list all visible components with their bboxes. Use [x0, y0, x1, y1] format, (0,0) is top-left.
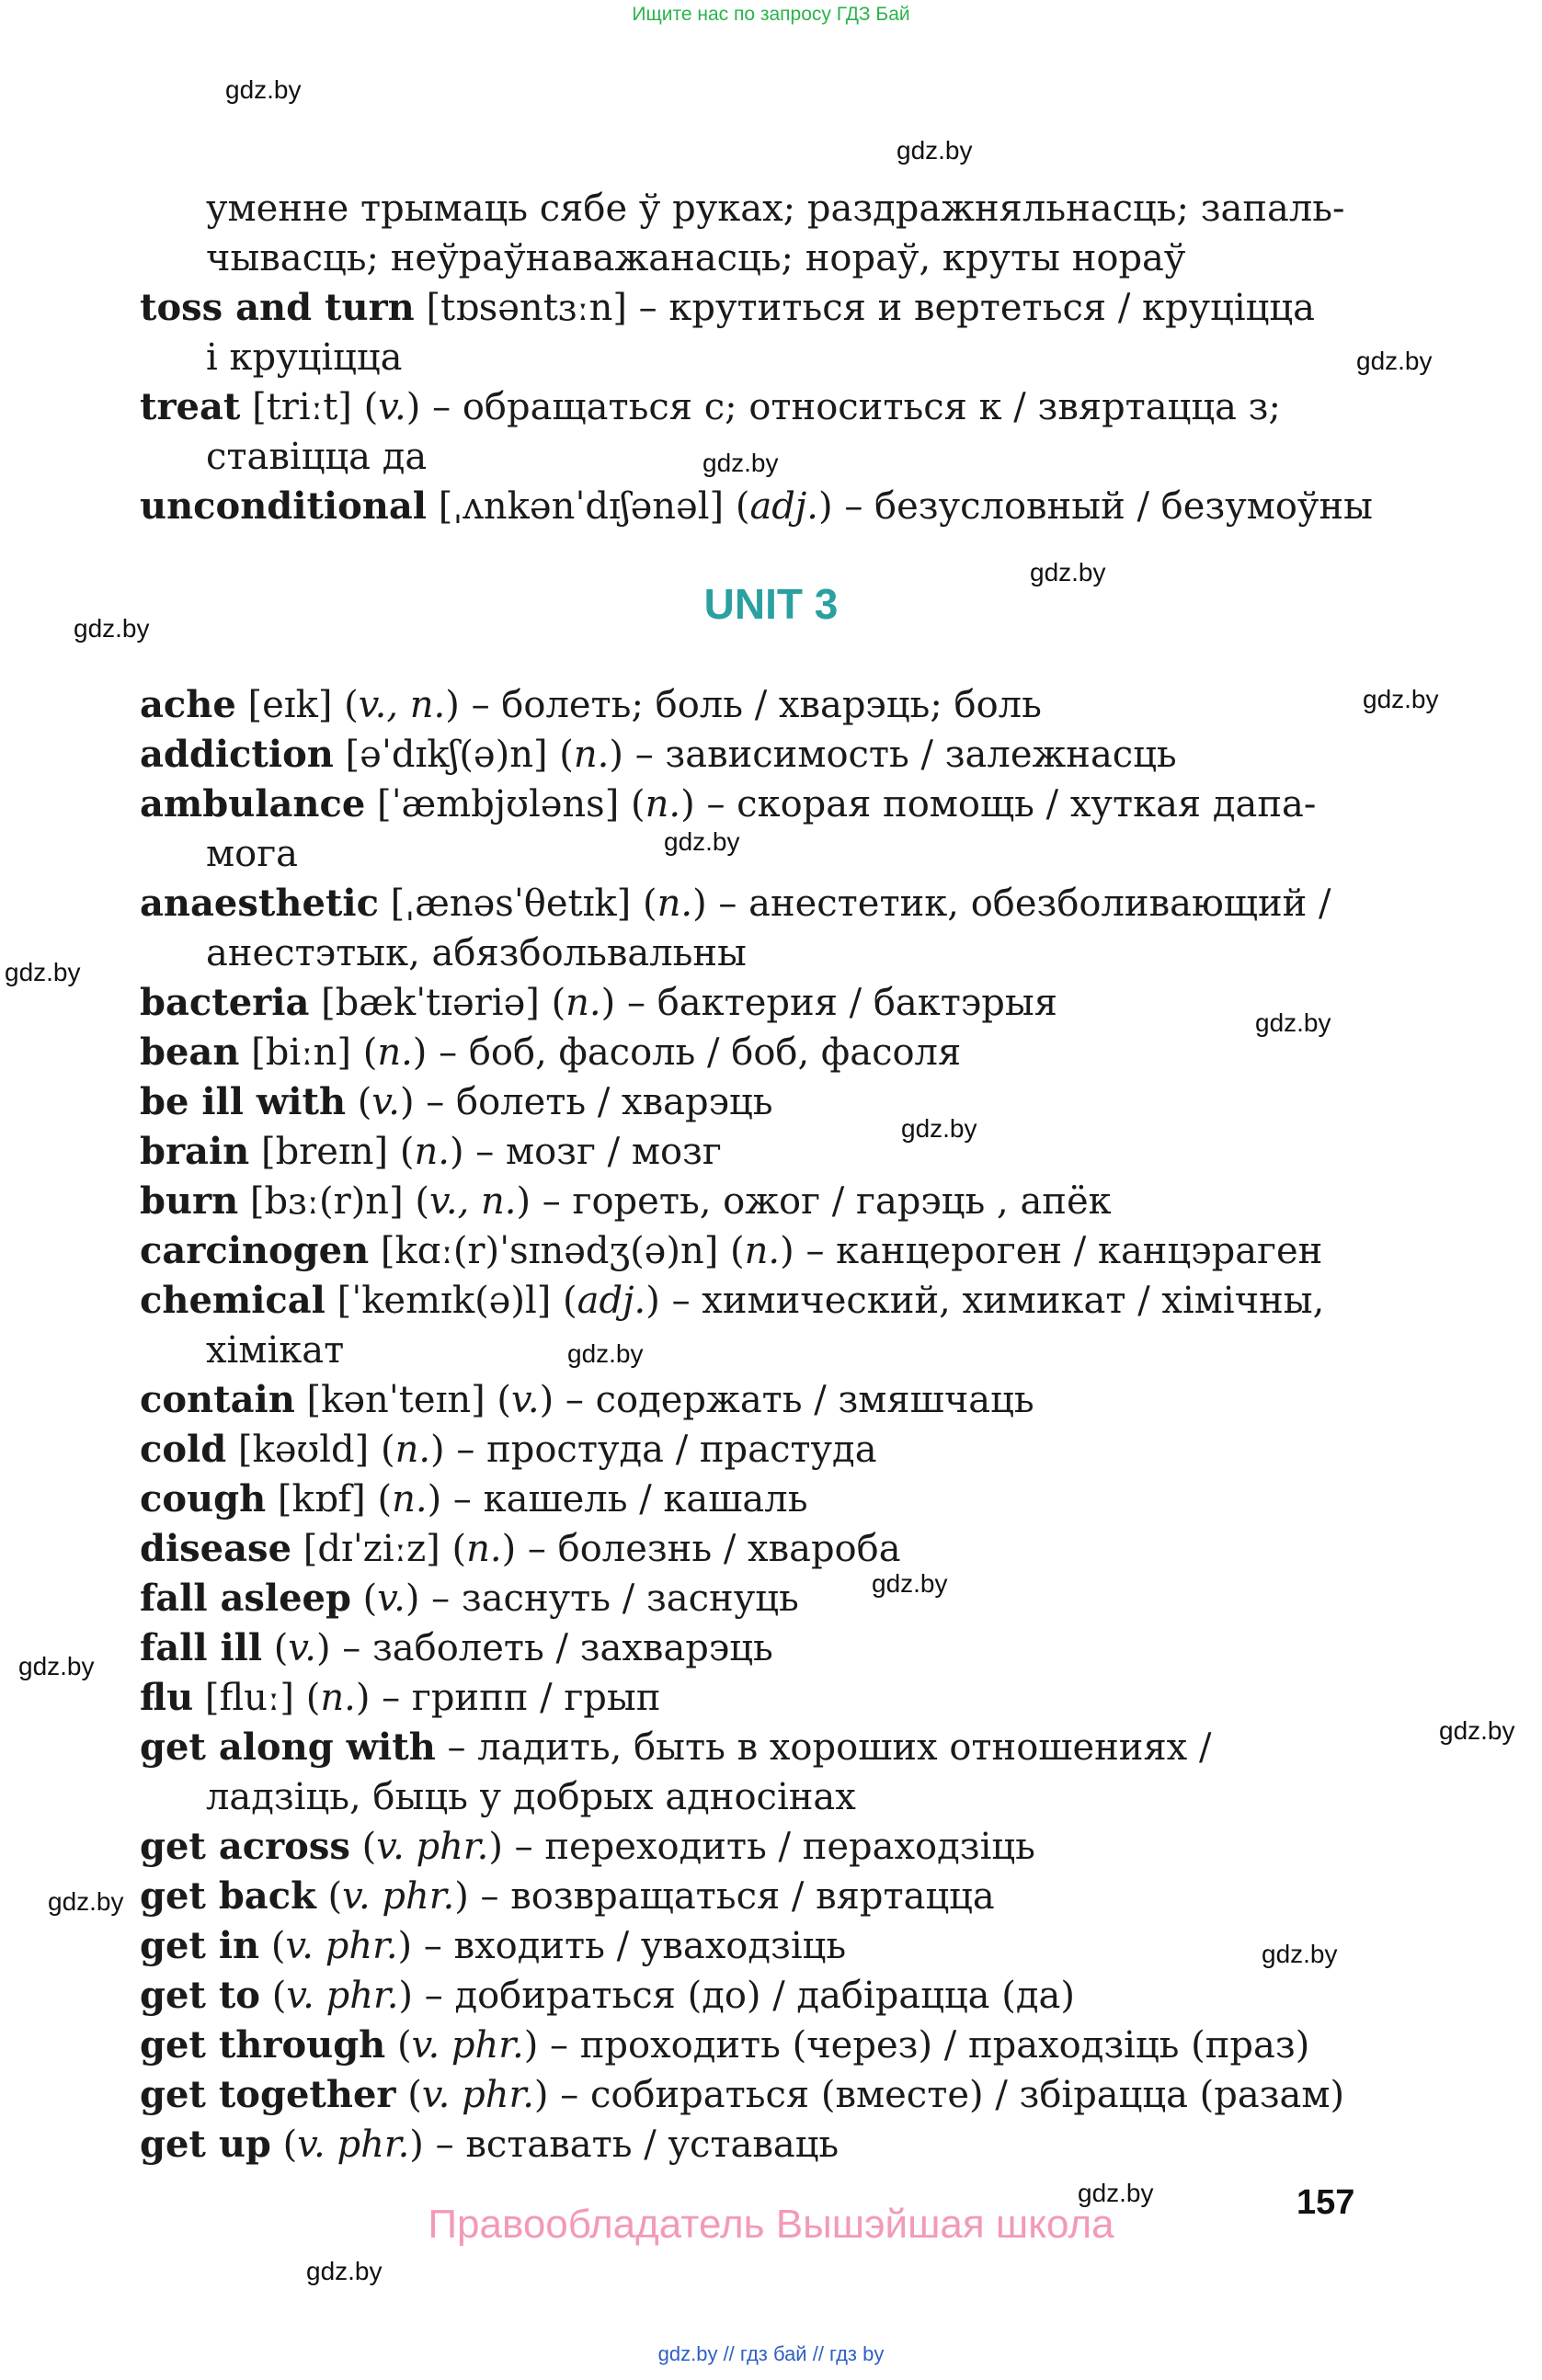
headword: ache: [140, 683, 236, 726]
transcription: (: [395, 2074, 422, 2116]
vocabulary-entry: [140, 1872, 995, 1921]
headword: get together: [140, 2073, 396, 2116]
translation: ладзіць, быць у добрых адносінах: [206, 1776, 856, 1818]
transcription: [ˈæmbjʊləns] (: [365, 783, 645, 826]
watermark: gdz.by: [901, 1114, 977, 1143]
transcription: [kənˈteɪn] (: [294, 1379, 512, 1421]
transcription: [kɒf] (: [266, 1478, 393, 1520]
entry-continuation: [206, 233, 1185, 283]
part-of-speech: n.: [645, 783, 681, 826]
translation: ) – проходить (через) / праходзіць (праз): [523, 2024, 1310, 2067]
translation: ) – грипп / грып: [355, 1677, 661, 1719]
headword: carcinogen: [140, 1229, 370, 1272]
watermark: gdz.by: [664, 827, 740, 856]
headword: get back: [140, 1874, 316, 1918]
headword: disease: [140, 1527, 292, 1570]
translation: – ладить, быть в хороших отношениях /: [435, 1726, 1212, 1769]
headword: brain: [140, 1130, 250, 1173]
watermark: gdz.by: [872, 1569, 948, 1598]
vocabulary-entry: [140, 1127, 722, 1177]
part-of-speech: n.: [320, 1677, 356, 1719]
headword: get in: [140, 1924, 260, 1967]
transcription: [tɒsəntɜːn]: [414, 287, 627, 329]
translation: ) – входить / уваходзіць: [397, 1925, 847, 1967]
headword: cough: [140, 1477, 267, 1520]
part-of-speech: n.: [565, 982, 601, 1024]
translation: і круціцца: [206, 336, 403, 379]
part-of-speech: v. phr.: [285, 1925, 398, 1967]
watermark: gdz.by: [1078, 2179, 1154, 2207]
part-of-speech: n.: [377, 1031, 413, 1074]
transcription: [ˌænəsˈθetɪk] (: [378, 883, 657, 925]
headword: anaesthetic: [140, 882, 379, 925]
translation: ) – анестетик, обезболивающий /: [692, 883, 1331, 925]
headword: cold: [140, 1428, 227, 1471]
watermark: gdz.by: [74, 614, 150, 643]
part-of-speech: n.: [414, 1131, 450, 1173]
transcription: (: [385, 2024, 412, 2067]
vocabulary-entry: [140, 1723, 1211, 1772]
part-of-speech: v.: [511, 1379, 540, 1421]
part-of-speech: n.: [744, 1230, 781, 1272]
watermark: gdz.by: [48, 1887, 124, 1916]
translation: ) – канцероген / канцэраген: [780, 1230, 1323, 1272]
part-of-speech: v. phr.: [376, 1826, 489, 1868]
translation: ) – заболеть / захварэць: [315, 1627, 773, 1669]
part-of-speech: v. phr.: [297, 2124, 410, 2166]
translation: – крутиться и вертеться / круціцца: [626, 287, 1315, 329]
transcription: [triːt] (: [240, 386, 379, 428]
part-of-speech: v.: [377, 1577, 405, 1620]
transcription: (: [315, 1875, 343, 1918]
translation: ) – болеть; боль / хварэць; боль: [445, 684, 1042, 726]
part-of-speech: v.: [378, 386, 406, 428]
translation: ) – гореть, ожог / гарэць , апёк: [516, 1180, 1112, 1223]
transcription: [kəʊld] (: [226, 1429, 395, 1471]
watermark: gdz.by: [225, 75, 302, 104]
translation: ) – переходить / пераходзіць: [488, 1826, 1035, 1868]
translation: ) – бактерия / бактэрыя: [600, 982, 1057, 1024]
vocabulary-entry: [140, 730, 1177, 780]
watermark: gdz.by: [1255, 1008, 1331, 1037]
transcription: [dɪˈziːz] (: [291, 1528, 467, 1570]
entry-continuation: [206, 333, 402, 382]
vocabulary-entry: [140, 1623, 773, 1673]
headword: bean: [140, 1031, 240, 1074]
translation: уменне трымаць сябе ў руках; раздражняльнасць; запаль-: [206, 188, 1345, 230]
headword: be ill with: [140, 1080, 347, 1123]
translation: ставіцца да: [206, 436, 428, 478]
headword: bacteria: [140, 981, 310, 1024]
translation: ) – химический, химикат / хімічны,: [645, 1280, 1325, 1322]
vocabulary-entry: [140, 1673, 660, 1723]
translation: ) – добираться (до) / дабірацца (да): [398, 1975, 1075, 2017]
transcription: [ˈkemɪk(ə)l] (: [325, 1280, 577, 1322]
vocabulary-entry: [140, 978, 1057, 1028]
headword: toss and turn: [140, 286, 415, 329]
translation: анестэтык, абязбольвальны: [206, 932, 747, 974]
headword: chemical: [140, 1279, 326, 1322]
headword: contain: [140, 1378, 295, 1421]
transcription: [eɪk] (: [235, 684, 359, 726]
part-of-speech: adj.: [749, 485, 819, 528]
headword: burn: [140, 1179, 239, 1223]
translation: чывасць; неўраўнаважанасць; нораў, круты нораў: [206, 237, 1186, 279]
transcription: [fluː] (: [193, 1677, 321, 1719]
page-number: 157: [1296, 2183, 1355, 2222]
watermark: gdz.by: [1030, 558, 1106, 586]
translation: ) – боб, фасоль / боб, фасоля: [412, 1031, 962, 1074]
vocabulary-entry: [140, 1425, 877, 1475]
vocabulary-entry: [140, 1276, 1324, 1326]
translation: мога: [206, 833, 298, 875]
watermark: gdz.by: [897, 136, 973, 165]
vocabulary-entry: [140, 1524, 901, 1574]
part-of-speech: v.: [288, 1627, 316, 1669]
vocabulary-entry: [140, 1475, 807, 1524]
headword: fall ill: [140, 1626, 263, 1669]
part-of-speech: v. phr.: [342, 1875, 455, 1918]
translation: ) – болезнь / хвароба: [501, 1528, 901, 1570]
vocabulary-entry: [140, 1971, 1075, 2021]
transcription: [bækˈtɪəriə] (: [309, 982, 566, 1024]
transcription: (: [270, 2124, 298, 2166]
transcription: [bɜː(r)n] (: [238, 1180, 429, 1223]
vocabulary-entry: [140, 1375, 1034, 1425]
transcription: [əˈdɪkʃ(ə)n] (: [333, 734, 574, 776]
unit-title: UNIT 3: [703, 580, 839, 628]
vocabulary-entry: [140, 879, 1331, 928]
translation: ) – обращаться с; относиться к / звяртацца з;: [405, 386, 1281, 428]
part-of-speech: n.: [392, 1478, 428, 1520]
vocabulary-entry: [140, 1028, 961, 1077]
vocabulary-entry: [140, 780, 1316, 829]
transcription: (: [350, 1577, 378, 1620]
watermark: gdz.by: [567, 1339, 644, 1368]
translation: ) – содержать / змяшчаць: [539, 1379, 1034, 1421]
translation: ) – кашель / кашаль: [427, 1478, 808, 1520]
watermark: gdz.by: [5, 958, 81, 986]
part-of-speech: n.: [466, 1528, 502, 1570]
vocabulary-entry: [140, 1177, 1112, 1226]
transcription: (: [259, 1975, 287, 2017]
vocabulary-entry: [140, 2120, 839, 2169]
bottom-links: gdz.by // гдз бай // гдз by: [657, 2342, 885, 2365]
vocabulary-entry: [140, 1226, 1322, 1276]
translation: ) – вставать / уставаць: [409, 2124, 840, 2166]
entry-continuation: [206, 928, 747, 978]
headword: fall asleep: [140, 1577, 351, 1620]
part-of-speech: v., n.: [429, 1180, 517, 1223]
transcription: (: [349, 1826, 377, 1868]
vocabulary-entry: [140, 482, 1373, 531]
transcription: [breɪn] (: [249, 1131, 415, 1173]
transcription: [ˌʌnkənˈdɪʃənəl] (: [427, 485, 750, 528]
headword: ambulance: [140, 782, 366, 826]
part-of-speech: v. phr.: [411, 2024, 524, 2067]
watermark: gdz.by: [306, 2257, 383, 2285]
entry-continuation: [206, 432, 427, 482]
headword: get along with: [140, 1725, 436, 1769]
headword: flu: [140, 1676, 194, 1719]
part-of-speech: v., n.: [358, 684, 446, 726]
part-of-speech: v. phr.: [286, 1975, 399, 2017]
vocabulary-entry: [140, 283, 1315, 333]
vocabulary-entry: [140, 2070, 1344, 2120]
rights-holder: Правообладатель Вышэйшая школа: [428, 2202, 1114, 2247]
transcription: (: [262, 1627, 289, 1669]
watermark: gdz.by: [702, 449, 779, 477]
transcription: [kɑː(r)ˈsɪnədʒ(ə)n] (: [369, 1230, 745, 1272]
translation: ) – заснуть / заснуць: [405, 1577, 799, 1620]
part-of-speech: n.: [573, 734, 610, 776]
translation: ) – простуда / прастуда: [430, 1429, 877, 1471]
headword: get to: [140, 1974, 260, 2017]
transcription: (: [346, 1081, 372, 1123]
entry-continuation: [206, 829, 298, 879]
headword: addiction: [140, 733, 334, 776]
translation: ) – возвращаться / вяртацца: [454, 1875, 995, 1918]
translation: ) – болеть / хварэць: [399, 1081, 773, 1123]
watermark: gdz.by: [1356, 347, 1433, 375]
watermark: gdz.by: [1262, 1940, 1338, 1968]
transcription: (: [259, 1925, 286, 1967]
headword: get through: [140, 2023, 386, 2067]
watermark: gdz.by: [18, 1652, 95, 1680]
translation: хімікат: [206, 1329, 345, 1372]
vocabulary-entry: [140, 1574, 799, 1623]
vocabulary-entry: [140, 1822, 1035, 1872]
vocabulary-entry: [140, 1921, 846, 1971]
translation: ) – безусловный / безумоўны: [818, 485, 1373, 528]
watermark: gdz.by: [1363, 685, 1439, 713]
part-of-speech: v. phr.: [421, 2074, 534, 2116]
translation: ) – собираться (вместе) / збірацца (разам): [533, 2074, 1345, 2116]
headword: get across: [140, 1825, 350, 1868]
watermark: gdz.by: [1439, 1716, 1515, 1745]
translation: ) – зависимость / залежнасць: [609, 734, 1177, 776]
part-of-speech: v.: [371, 1081, 400, 1123]
entry-continuation: [206, 1772, 856, 1822]
headword: treat: [140, 385, 241, 428]
vocabulary-entry: [140, 1077, 772, 1127]
transcription: [biːn] (: [239, 1031, 378, 1074]
part-of-speech: n.: [657, 883, 693, 925]
translation: ) – мозг / мозг: [449, 1131, 722, 1173]
translation: ) – скорая помощь / хуткая дапа-: [680, 783, 1317, 826]
part-of-speech: adj.: [577, 1280, 646, 1322]
vocabulary-entry: [140, 680, 1042, 730]
vocabulary-entry: [140, 382, 1281, 432]
entry-continuation: [206, 1326, 344, 1375]
vocabulary-entry: [140, 2021, 1309, 2070]
headword: unconditional: [140, 484, 427, 528]
part-of-speech: n.: [394, 1429, 431, 1471]
headword: get up: [140, 2123, 271, 2166]
top-banner: Ищите нас по запросу ГДЗ Бай: [632, 4, 910, 25]
entry-continuation: [206, 184, 1345, 233]
